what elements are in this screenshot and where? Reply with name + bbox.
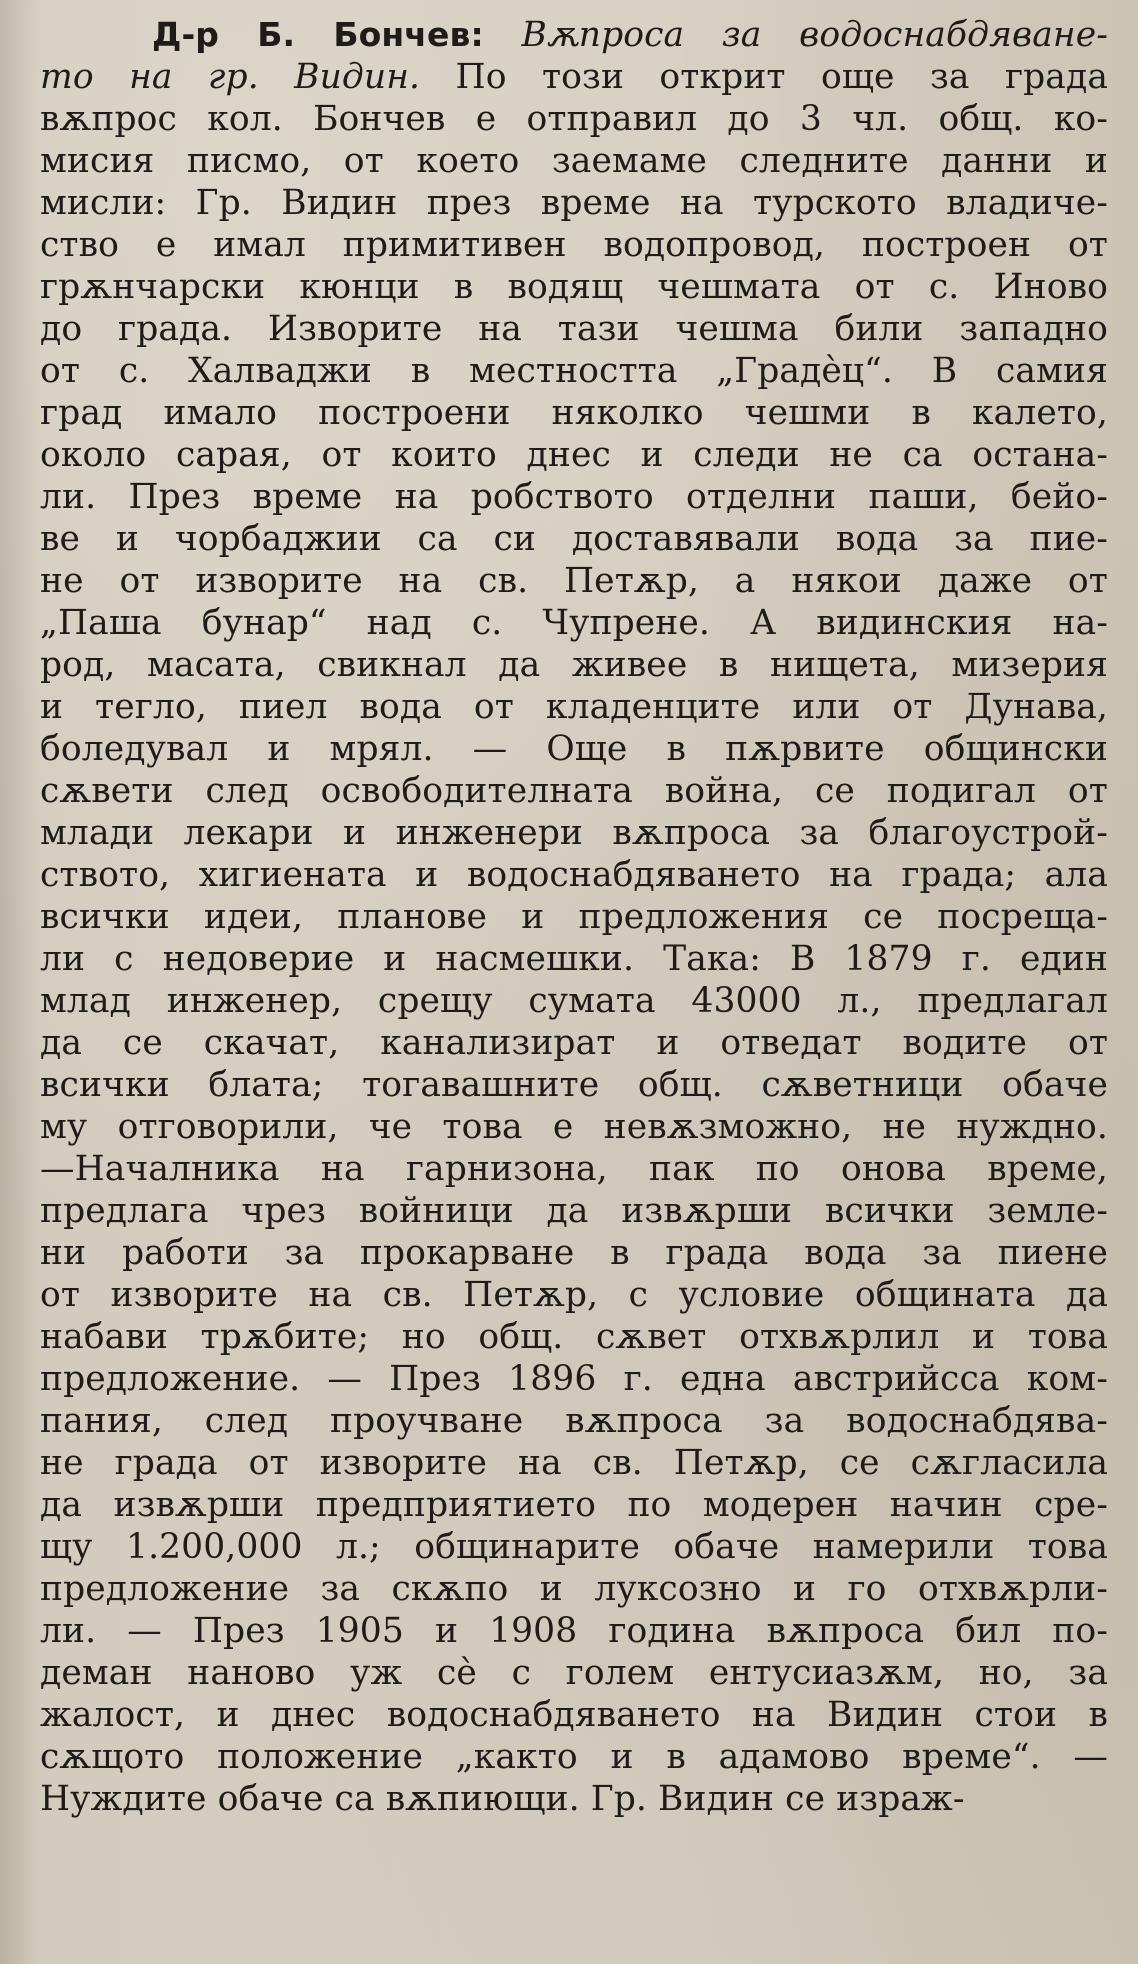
article-text — [40, 14, 1108, 1820]
article-title-continued: то на гр. Видин. — [40, 57, 421, 97]
article-line: предложение. — През 1896 г. една австрийсса ком- — [40, 1359, 1108, 1399]
article-line: „Паша бунар“ над с. Чупрене. А видинския на- — [40, 603, 1108, 643]
article-line: боледувал и мрял. — Още в пѫрвите общински — [40, 729, 1108, 769]
article-title: Вѫпроса за водоснабдяване- — [521, 15, 1108, 55]
article-line: предложение за скѫпо и луксозно и го отхвѫрли- — [40, 1569, 1108, 1609]
article-line: да се скачат, канализират и отведат водите от — [40, 1023, 1108, 1063]
article-line — [40, 56, 1108, 98]
article-heading-line — [40, 14, 1108, 56]
article-line: ве и чорбаджии са си доставявали вода за пие- — [40, 519, 1108, 559]
article-line: деман наново уж сѐ с голем ентусиазѫм, но, за — [40, 1653, 1108, 1693]
article-line: сѫвети след освободителната война, се подигал от — [40, 771, 1108, 811]
article-line: от с. Халваджи в местността „Градѐц“. В самия — [40, 351, 1108, 391]
article-line: млади лекари и инженери вѫпроса за благоустрой- — [40, 813, 1108, 853]
article-line: ни работи за прокарване в града вода за пиене — [40, 1233, 1108, 1273]
article-line: млад инженер, срещу сумата 43000 л., предлагал — [40, 981, 1108, 1021]
article-line: не от изворите на св. Петѫр, а някои даже от — [40, 561, 1108, 601]
article-line: предлага чрез войници да извѫрши всички земле- — [40, 1191, 1108, 1231]
article-line: грѫнчарски кюнци в водящ чешмата от с. Иново — [40, 267, 1108, 307]
article-line: всички блата; тогавашните общ. сѫветници обаче — [40, 1065, 1108, 1105]
article-line: ство е имал примитивен водопровод, построен от — [40, 225, 1108, 265]
article-line: —Началника на гарнизона, пак по онова време, — [40, 1149, 1108, 1189]
article-line: град имало построени няколко чешми в калето, — [40, 393, 1108, 433]
article-line: ли с недоверие и насмешки. Така: В 1879 г. един — [40, 939, 1108, 979]
article-line: ството, хигиената и водоснабдяването на града; ала — [40, 855, 1108, 895]
article-line: род, масата, свикнал да живее в нищета, мизерия — [40, 645, 1108, 685]
article-line: да извѫрши предприятието по модерен начин сре- — [40, 1485, 1108, 1525]
article-line: от изворите на св. Петѫр, с условие общината да — [40, 1275, 1108, 1315]
article-line-text: По този открит още за града — [455, 57, 1108, 97]
article-line: пания, след проучване вѫпроса за водоснабдява- — [40, 1401, 1108, 1441]
article-line: ли. — През 1905 и 1908 година вѫпроса бил по- — [40, 1611, 1108, 1651]
article-line: сѫщото положение „както и в адамово време“. — — [40, 1737, 1108, 1777]
article-line: до града. Изворите на тази чешма били западно — [40, 309, 1108, 349]
article-line: и тегло, пиел вода от кладенците или от Дунава, — [40, 687, 1108, 727]
article-line: около сарая, от които днес и следи не са остана- — [40, 435, 1108, 475]
article-line: Нуждите обаче са вѫпиющи. Гр. Видин се израж- — [40, 1779, 965, 1819]
article-line: не града от изворите на св. Петѫр, се сѫгласила — [40, 1443, 1108, 1483]
article-author: Д-р Б. Бончев: — [152, 15, 484, 54]
article-line: мисли: Гр. Видин през време на турското владиче- — [40, 183, 1108, 223]
article-line: вѫпрос кол. Бончев е отправил до 3 чл. общ. ко- — [40, 99, 1108, 139]
article-line: щу 1.200,000 л.; общинарите обаче намерили това — [40, 1527, 1108, 1567]
article-line: ли. През време на робството отделни паши, бейо- — [40, 477, 1108, 517]
article-line: набави трѫбите; но общ. сѫвет отхвѫрлил и това — [40, 1317, 1108, 1357]
article-line: всички идеи, планове и предложения се посреща- — [40, 897, 1108, 937]
article-line: му отговорили, че това е невѫзможно, не нуждно. — [40, 1107, 1108, 1147]
article-line: жалост, и днес водоснабдяването на Видин стои в — [40, 1695, 1108, 1735]
article-line: мисия писмо, от което заемаме следните данни и — [40, 141, 1108, 181]
